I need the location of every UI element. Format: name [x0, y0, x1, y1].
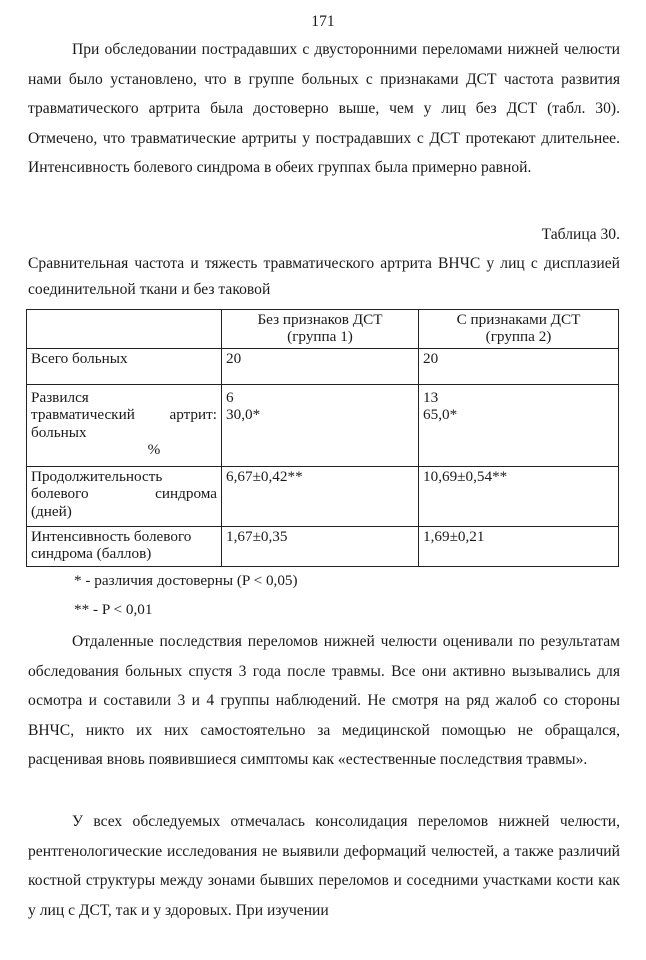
table-row-arthritis: [27, 384, 619, 466]
header-empty-cell: [27, 310, 222, 349]
row-label-word: болевого: [31, 485, 89, 503]
row-label-line: травматический артрит:: [31, 406, 217, 424]
table-caption: Сравнительная частота и тяжесть травматического артрита ВНЧС у лиц с дисплазией соединительной ткани и без таковой: [28, 255, 620, 298]
table-note-significance: * - различия достоверны (P < 0,05): [74, 572, 298, 589]
cell-count: 13: [423, 388, 439, 406]
row-label-line: Продолжительность: [31, 467, 163, 485]
cell-group-1: 20: [222, 348, 419, 384]
row-label-line: (дней): [31, 502, 72, 520]
header-group-2-title: С признаками ДСТ: [456, 311, 581, 328]
table-row-duration: [27, 466, 619, 526]
cell-percent: 30,0*: [226, 406, 261, 424]
paragraph-consolidation: У всех обследуемых отмечалась консолидация переломов нижней челюсти, рентгенологические исследования не выявили деформаций челюстей, а также различий костной структуры между зонами бывших переломов и соседними участками кости как у лиц с ДСТ, так и у здоровых. При изучении: [28, 813, 620, 919]
cell-group-2: [419, 384, 619, 466]
table-number-label: Таблица 30.: [541, 226, 620, 243]
table-row-intensity: [27, 526, 619, 566]
header-group-1-subtitle: (группа 1): [287, 328, 353, 346]
table-row-total: [27, 348, 619, 384]
cell-group-1: [222, 384, 419, 466]
header-group-2-subtitle: (группа 2): [485, 328, 552, 346]
table-note-p-value: ** - P < 0,01: [74, 601, 153, 618]
cell-group-2: 1,69±0,21: [419, 526, 619, 566]
row-label-percent: %: [147, 441, 161, 459]
table-header-row: [27, 310, 619, 349]
cell-percent: 65,0*: [423, 406, 458, 424]
cell-count: 6: [226, 388, 234, 406]
paragraph-intro: При обследовании пострадавших с двусторонними переломами нижней челюсти нами было установлено, что в группе больных с признаками ДСТ частота развития травматического артрита была достоверно выше, чем у лиц без ДСТ (табл. 30). Отмечено, что травматические артриты у пострадавших с ДСТ протекают длительнее. Интенсивность болевого синдрома в обеих группах была примерно равной.: [28, 41, 620, 177]
row-label-line: [31, 485, 217, 502]
cell-group-2: 20: [419, 348, 619, 384]
row-label: [27, 466, 222, 526]
row-label-line: Интенсивность болевого: [31, 527, 192, 545]
header-group-1: [222, 310, 419, 349]
comparison-table: [26, 309, 619, 567]
row-label: [27, 384, 222, 466]
row-label-line: Развился: [31, 388, 89, 406]
row-label-line: больных: [31, 423, 87, 441]
row-label-word: синдрома: [155, 485, 217, 503]
cell-group-1: 1,67±0,35: [222, 526, 419, 566]
cell-group-2: 10,69±0,54**: [419, 466, 619, 526]
page-number: 171: [311, 13, 335, 30]
paragraph-long-term: Отдаленные последствия переломов нижней челюсти оценивали по результатам обследования больных спустя 3 года после травмы. Все они активно вызывались для осмотра и составили 3 и 4 группы наблюдений. Не смотря на ряд жалоб со стороны ВНЧС, никто их них самостоятельно за медицинской помощью не обращался, расценивая вновь появившиеся симптомы как «естественные последствия травмы».: [28, 633, 620, 769]
row-label-line: синдрома (баллов): [31, 545, 152, 563]
row-label: [27, 526, 222, 566]
row-label: Всего больных: [27, 348, 222, 384]
header-group-1-title: Без признаков ДСТ: [257, 311, 383, 328]
header-group-2: [419, 310, 619, 349]
cell-group-1: 6,67±0,42**: [222, 466, 419, 526]
